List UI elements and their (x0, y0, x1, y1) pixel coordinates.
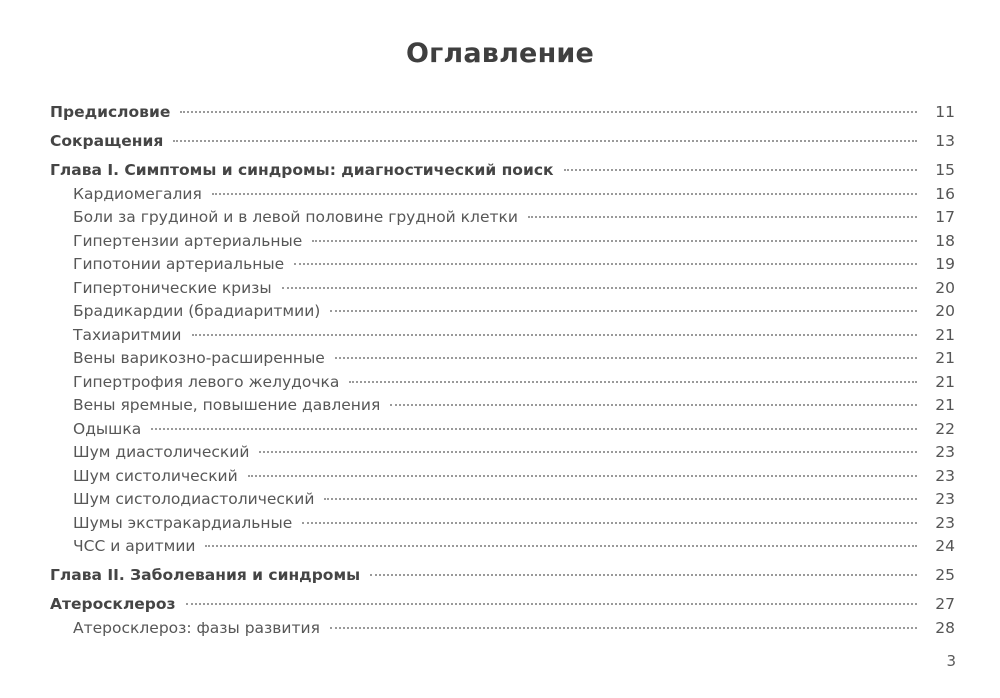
dot-leader (186, 603, 917, 605)
toc-entry-page: 16 (935, 184, 955, 203)
dot-leader (324, 498, 917, 500)
toc-entry-page: 27 (935, 595, 955, 613)
dot-leader (212, 193, 917, 195)
dot-leader (248, 475, 917, 477)
toc-entry-label: Кардиомегалия (73, 184, 202, 203)
toc-entry-heart-rate-arrhythmias[interactable] (50, 535, 955, 557)
dot-leader (330, 627, 917, 629)
toc-entry-systolodiastolic-murmur[interactable] (50, 488, 955, 510)
toc-entry-varicose-veins[interactable] (50, 347, 955, 369)
toc-entry-label: Гипертензии артериальные (73, 231, 303, 250)
dot-leader (294, 263, 917, 265)
toc-entry-diastolic-murmur[interactable] (50, 441, 955, 463)
dot-leader (302, 522, 917, 524)
toc-entry-page: 19 (935, 255, 955, 273)
toc-entry-label: ЧСС и аритмии (73, 537, 196, 555)
toc-entry-lv-hypertrophy[interactable] (50, 371, 955, 393)
toc-entry-label: Вены варикозно-расширенные (73, 349, 325, 367)
toc-entry-cardiomegaly[interactable] (50, 183, 955, 205)
toc-entry-page: 23 (935, 443, 955, 461)
toc-entry-chapter-2[interactable] (50, 564, 955, 586)
toc-entry-page: 11 (935, 103, 955, 121)
toc-entry-label: Гипертрофия левого желудочка (73, 372, 340, 391)
page-number: 3 (946, 652, 956, 670)
toc-entry-tachyarrhythmia[interactable] (50, 324, 955, 346)
toc-entry-label: Сокращения (50, 132, 164, 150)
dot-leader (259, 451, 917, 453)
toc-entry-label: Шум диастолический (73, 443, 250, 461)
toc-entry-label: Шум систолодиастолический (73, 490, 315, 508)
toc-entry-label: Гипертонические кризы (73, 278, 272, 297)
toc-entry-hypotension[interactable] (50, 253, 955, 275)
toc-entry-chest-pain[interactable] (50, 206, 955, 228)
toc-entry-page: 20 (935, 278, 955, 297)
toc-entry-page: 23 (935, 466, 955, 485)
toc-entry-label: Брадикардии (брадиаритмии) (73, 302, 321, 320)
toc-entry-page: 25 (935, 566, 955, 584)
toc-entry-label: Одышка (73, 419, 142, 438)
dot-leader (192, 334, 918, 336)
dot-leader (564, 169, 917, 171)
dot-leader (335, 357, 917, 359)
toc-entry-label: Вены яремные, повышение давления (73, 396, 381, 414)
toc-entry-label: Глава I. Симптомы и синдромы: диагностический поиск (50, 161, 554, 179)
dot-leader (282, 287, 917, 289)
toc-entry-page: 22 (935, 419, 955, 438)
toc-entry-preface[interactable] (50, 101, 955, 123)
toc-entry-label: Боли за грудиной и в левой половине грудной клетки (73, 208, 518, 226)
toc-entry-hypertension[interactable] (50, 230, 955, 252)
toc-entry-label: Тахиаритмии (73, 325, 182, 344)
toc-entry-label: Глава II. Заболевания и синдромы (50, 566, 361, 584)
toc-entry-hypertensive-crises[interactable] (50, 277, 955, 299)
dot-leader (370, 574, 917, 576)
toc-entry-page: 28 (935, 619, 955, 637)
toc-entry-label: Предисловие (50, 103, 171, 121)
dot-leader (390, 404, 917, 406)
toc-entry-dyspnea[interactable] (50, 418, 955, 440)
toc-entry-page: 21 (935, 325, 955, 344)
dot-leader (330, 310, 917, 312)
toc-entry-label: Атеросклероз (50, 595, 176, 613)
toc-entry-label: Гипотонии артериальные (73, 255, 285, 273)
toc-entry-label: Шум систолический (73, 466, 238, 485)
toc-entry-atherosclerosis-phases[interactable] (50, 617, 955, 639)
dot-leader (151, 428, 917, 430)
toc-entry-page: 23 (935, 513, 955, 532)
toc-entry-page: 23 (935, 490, 955, 508)
toc-entry-page: 21 (935, 396, 955, 414)
toc-entry-page: 15 (935, 161, 955, 179)
toc-entry-page: 21 (935, 349, 955, 367)
toc-entry-page: 17 (935, 208, 955, 226)
toc-entry-page: 18 (935, 231, 955, 250)
toc-entry-atherosclerosis[interactable] (50, 593, 955, 615)
dot-leader (205, 545, 917, 547)
toc-entry-extracardiac-murmurs[interactable] (50, 512, 955, 534)
toc-entry-systolic-murmur[interactable] (50, 465, 955, 487)
dot-leader (173, 140, 917, 142)
dot-leader (528, 216, 917, 218)
toc-entry-jugular-veins[interactable] (50, 394, 955, 416)
toc-entry-abbreviations[interactable] (50, 130, 955, 152)
toc-entry-page: 20 (935, 302, 955, 320)
toc-entry-label: Атеросклероз: фазы развития (73, 619, 320, 637)
dot-leader (312, 240, 917, 242)
toc-entry-label: Шумы экстракардиальные (73, 513, 293, 532)
toc-entry-bradycardia[interactable] (50, 300, 955, 322)
dot-leader (180, 111, 917, 113)
toc-entry-chapter-1[interactable] (50, 159, 955, 181)
toc-entry-page: 21 (935, 372, 955, 391)
dot-leader (349, 381, 917, 383)
page-title: Оглавление (405, 38, 595, 69)
toc-entry-page: 13 (935, 132, 955, 150)
toc-entry-page: 24 (935, 537, 955, 555)
